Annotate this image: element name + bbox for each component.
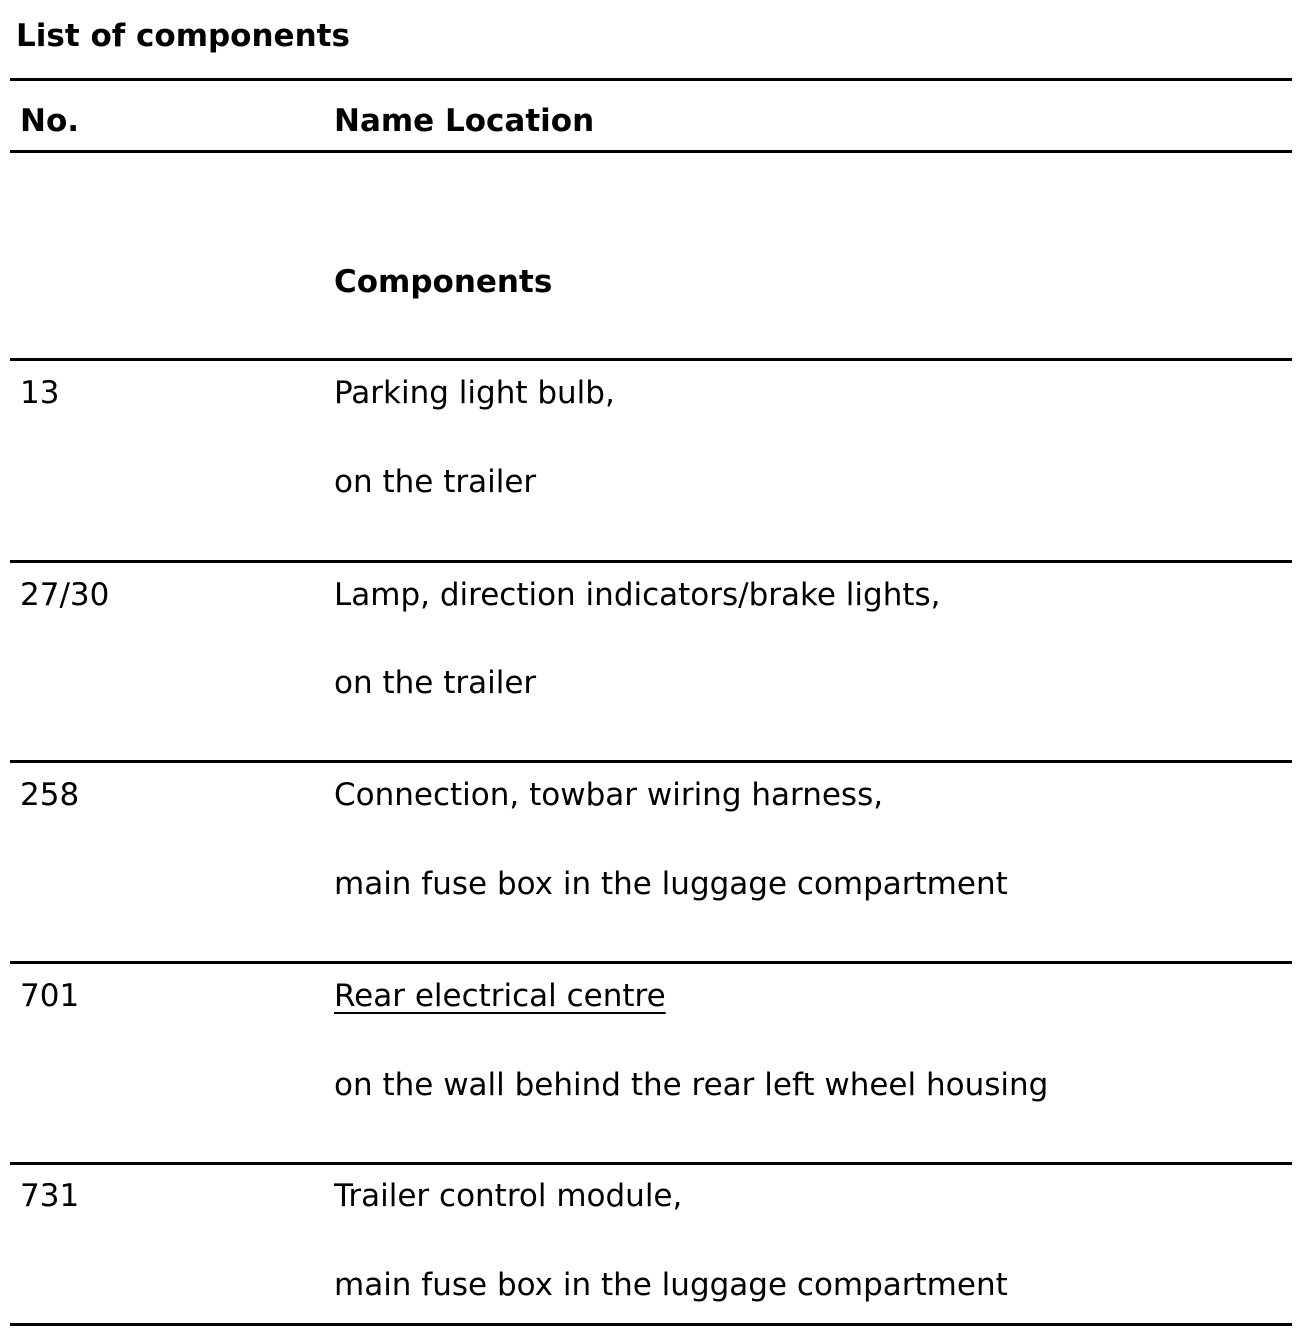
component-location: on the wall behind the rear left wheel housing [334,1067,1049,1103]
component-location: on the trailer [334,665,537,701]
row-divider [10,1162,1292,1165]
header-name-location: Name Location [334,103,595,139]
component-name: Trailer control module, [334,1178,683,1214]
component-name: Lamp, direction indicators/brake lights, [334,577,941,613]
header-bottom-rule [10,150,1292,153]
row-divider [10,760,1292,763]
section-title: Components [334,264,553,300]
component-name: Parking light bulb, [334,375,615,411]
row-number: 731 [20,1178,80,1214]
row-number: 701 [20,978,80,1014]
table-top-rule [10,78,1292,81]
section-divider [10,358,1292,361]
row-divider [10,961,1292,964]
row-number: 258 [20,777,80,813]
component-name: Connection, towbar wiring harness, [334,777,884,813]
component-location: main fuse box in the luggage compartment [334,1267,1008,1303]
component-location: on the trailer [334,464,537,500]
header-number: No. [20,103,80,139]
component-location: main fuse box in the luggage compartment [334,866,1008,902]
table-bottom-rule [10,1323,1292,1326]
row-number: 13 [20,375,60,411]
row-number: 27/30 [20,577,110,613]
component-name-link[interactable]: Rear electrical centre [334,978,666,1014]
row-divider [10,560,1292,563]
document-title: List of components [16,18,350,54]
